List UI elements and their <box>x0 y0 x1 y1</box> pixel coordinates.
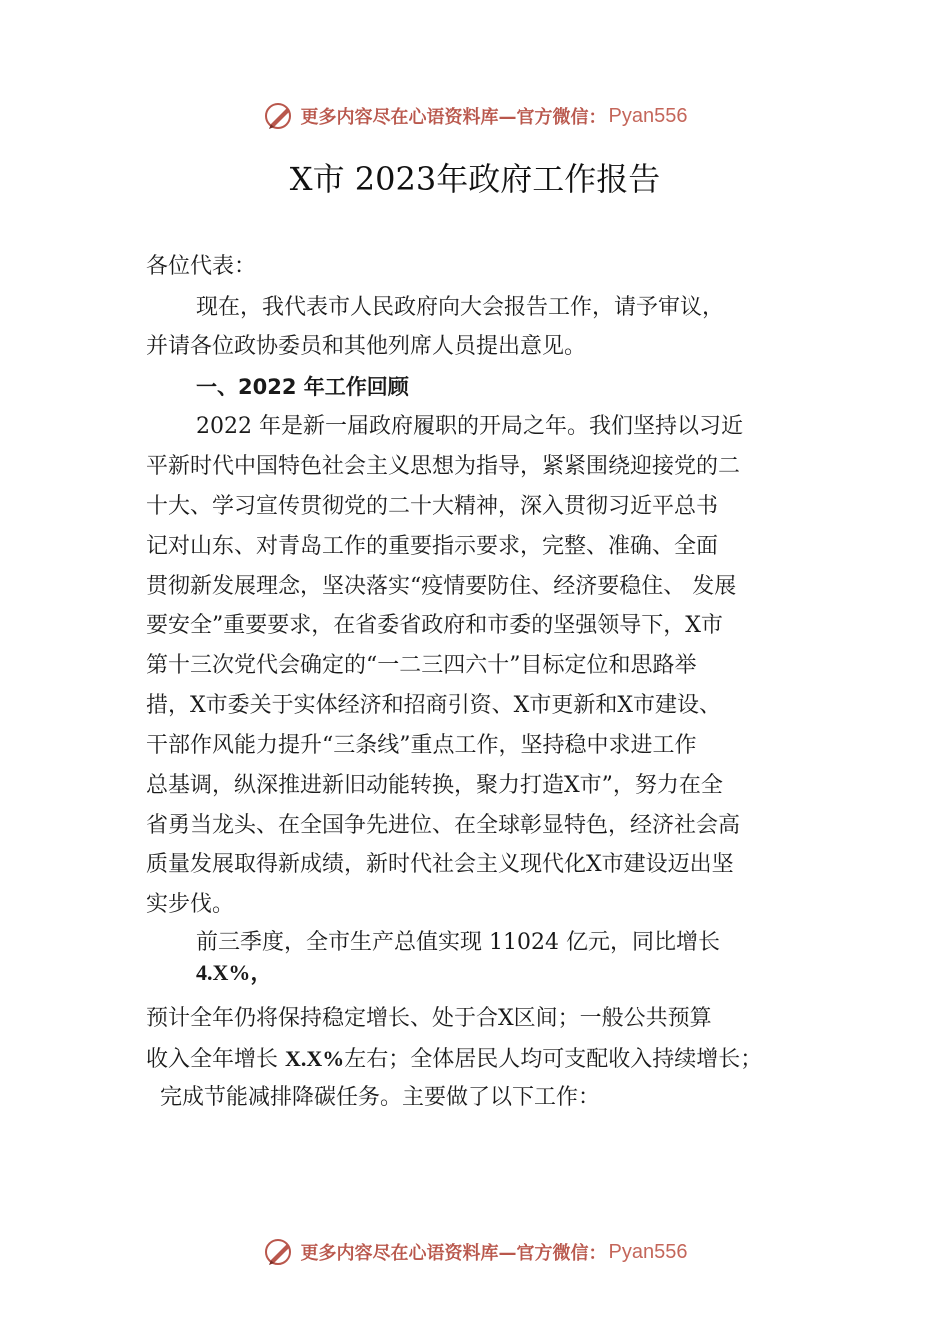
paragraph-line: 要安全”重要要求，在省委省政府和市委的坚强领导下，X市 <box>146 613 723 638</box>
header-banner <box>0 96 950 136</box>
paragraph-line: 完成节能减排降碳任务。主要做了以下工作： <box>160 1085 601 1110</box>
intro-line: 现在，我代表市人民政府向大会报告工作，请予审议， <box>196 295 725 320</box>
intro-line: 并请各位政协委员和其他列席人员提出意见。 <box>146 334 587 359</box>
paragraph-line: 措，X市委关于实体经济和招商引资、X市更新和X市建设、 <box>146 693 721 718</box>
document-title: X市 2023年政府工作报告 <box>289 160 661 198</box>
growth-value: 4.X%， <box>196 960 273 985</box>
paragraph-line: 平新时代中国特色社会主义思想为指导，紧紧围绕迎接党的二 <box>146 454 741 479</box>
pen-logo-icon <box>263 100 295 132</box>
banner-text: 更多内容尽在心语资料库—官方微信： <box>300 1243 607 1264</box>
banner-text: 更多内容尽在心语资料库—官方微信： <box>300 107 607 128</box>
pen-logo-icon <box>263 1236 295 1268</box>
paragraph-line: 质量发展取得新成绩，新时代社会主义现代化X市建设迈出坚 <box>146 852 734 877</box>
paragraph-line: 记对山东、对青岛工作的重要指示要求，完整、准确、全面 <box>146 534 719 559</box>
paragraph-line: 总基调，纵深推进新旧动能转换，聚力打造X市”，努力在全 <box>146 773 723 798</box>
banner-handle: Pyan556 <box>608 1240 688 1263</box>
paragraph-line: 前三季度，全市生产总值实现 11024 亿元，同比增长 <box>196 930 720 955</box>
footer-banner <box>0 1232 950 1272</box>
paragraph-fragment: 左右；全体居民人均可支配收入持续增长； <box>344 1047 763 1072</box>
paragraph-fragment: 收入全年增长 <box>146 1047 285 1072</box>
paragraph-line: 实步伐。 <box>146 892 235 917</box>
paragraph-line: 2022 年是新一届政府履职的开局之年。我们坚持以习近 <box>196 414 743 439</box>
paragraph-line: 预计全年仍将保持稳定增长、处于合X区间；一般公共预算 <box>146 1006 712 1031</box>
salutation: 各位代表： <box>146 254 257 279</box>
banner-handle: Pyan556 <box>608 104 688 127</box>
paragraph-line: 贯彻新发展理念，坚决落实“疫情要防住、经济要稳住、 发展 <box>146 574 737 599</box>
section-heading: 一、2022 年工作回顾 <box>196 375 409 399</box>
revenue-growth-value: X.X% <box>285 1046 345 1071</box>
paragraph-line: 省勇当龙头、在全国争先进位、在全球彰显特色，经济社会高 <box>146 813 741 838</box>
paragraph-line: 干部作风能力提升“三条线”重点工作，坚持稳中求进工作 <box>146 733 697 758</box>
paragraph-line <box>146 1044 762 1075</box>
paragraph-line: 十大、学习宣传贯彻党的二十大精神，深入贯彻习近平总书 <box>146 494 719 519</box>
paragraph-line: 第十三次党代会确定的“一二三四六十”目标定位和思路举 <box>146 653 697 678</box>
